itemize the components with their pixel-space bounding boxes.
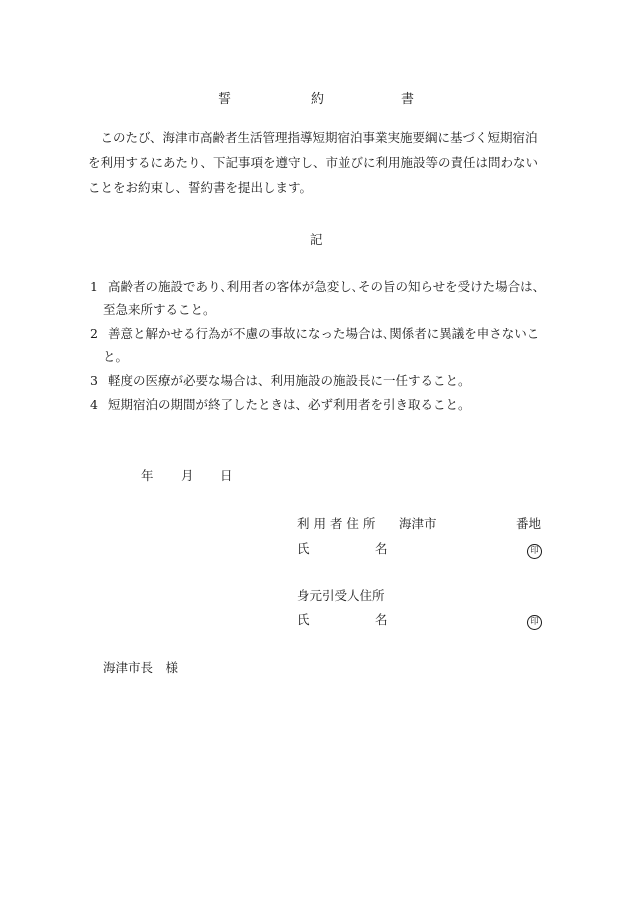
guarantor-name-label-1: 氏 (297, 612, 310, 627)
title-char-3: 書 (401, 92, 415, 107)
user-banchi: 番地 (516, 516, 542, 531)
item-2-number: 2 (90, 326, 98, 341)
guarantor-address-label: 身元引受人住所 (297, 588, 385, 603)
guarantor-name-label-2: 名 (375, 612, 388, 627)
date-day: 日 (220, 468, 233, 483)
user-name-label-1: 氏 (297, 541, 310, 556)
date-year: 年 (141, 468, 154, 483)
item-1-number: 1 (90, 279, 98, 294)
intro-line-1: このたび、海津市高齢者生活管理指導短期宿泊事業実施要綱に基づく短期宿泊 (88, 130, 538, 145)
addressee: 海津市長 様 (103, 660, 179, 675)
item-2-line-2: と。 (103, 349, 129, 364)
item-1-line-2: 至急来所すること。 (103, 302, 216, 317)
title-char-1: 誓 (218, 92, 232, 107)
item-3-number: 3 (90, 373, 98, 388)
item-2-line-1: 善意と解かせる行為が不慮の事故になった場合は､関係者に異議を申さないこ (108, 326, 540, 341)
ki-heading: 記 (310, 232, 323, 247)
guarantor-seal-mark: 印 (527, 615, 542, 630)
user-address-label: 利 用 者 住 所 (297, 516, 376, 531)
item-3-line-1: 軽度の医療が必要な場合は、利用施設の施設長に一任すること。 (108, 373, 471, 388)
intro-line-2: を利用するにあたり、下記事項を遵守し、市並びに利用施設等の責任は問わない (88, 155, 539, 170)
date-month: 月 (181, 468, 194, 483)
intro-line-3: ことをお約束し、誓約書を提出します。 (88, 180, 313, 195)
item-4-line-1: 短期宿泊の期間が終了したときは、必ず利用者を引き取ること。 (108, 397, 471, 412)
user-seal-wrapper (527, 541, 542, 559)
guarantor-seal-wrapper (527, 612, 542, 630)
user-seal-mark: 印 (527, 544, 542, 559)
user-name-label-2: 名 (375, 541, 388, 556)
item-4-number: 4 (90, 397, 98, 412)
title-char-2: 約 (311, 92, 325, 107)
user-city: 海津市 (399, 516, 437, 531)
item-1-line-1: 高齢者の施設であり､利用者の客体が急変し､その旨の知らせを受けた場合は、 (108, 279, 546, 294)
